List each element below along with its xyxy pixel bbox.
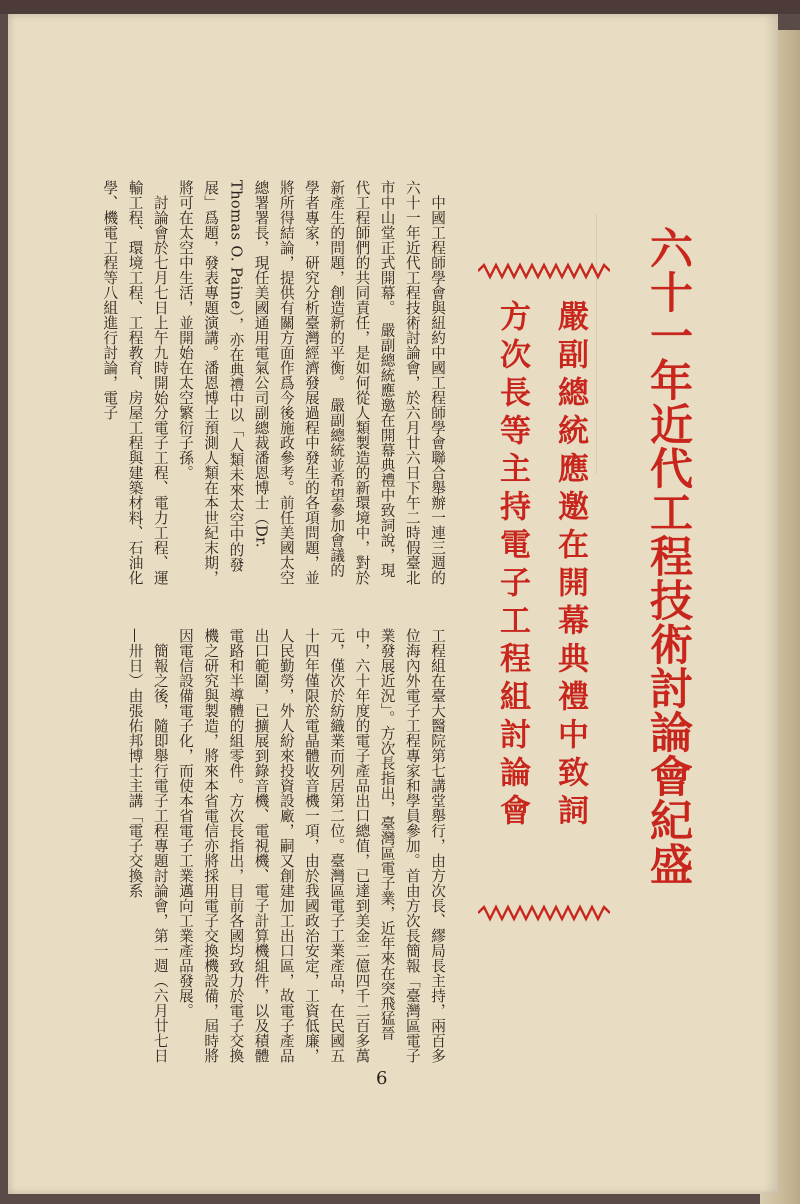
zigzag-rule-bottom — [478, 904, 610, 922]
article-title: 六十一年近代工程技術討論會紀盛 — [643, 226, 693, 886]
paper-crease — [596, 214, 597, 474]
paragraph: 簡報之後，隨即舉行電子工程專題討論會，第一週（六月廿七日—卅日）由張佑邦博士主講「電子交換系 — [126, 628, 169, 1063]
lower-text-block — [78, 628, 450, 1068]
subtitle-line-1: 嚴副總統應邀在開幕典禮中致詞 — [552, 300, 588, 832]
book-cover-edge — [0, 0, 800, 14]
paragraph: 工程組在臺大醫院第七講堂舉行，由方次長、繆局長主持，兩百多位海內外電子工程專家和學員參加。首由方次長簡報「臺灣區電子業發展近況」。方次長指出，臺灣區電子業，近年來在突飛猛晉中，六十年度的電子產品出口總值，已達到美金二億四千二百多萬元，僅次於紡織業而列居第二位。臺灣區電子工業產品，在民國五十四年僅限於電晶體收音機一項，由於我國政治安定，工資低廉，人民勤勞，外人紛來投資設廠，嗣又創建加工出口區，故電子產品出口範圍，已擴展到錄音機、電視機、電子計算機組件，以及積體電路和半導體的組零件。方次長指出，目前各國均致力於電子交換機之研究與製造，將來本省電信亦將採用電子交換機設備，屆時將因電信設備電子化，而使本省電子工業邁向工業產品發展。 — [176, 628, 446, 1063]
paragraph: 討論會於七月七日上午九時開始分電子工程、電力工程、運輸工程、環境工程、工程教育、房屋工程與建築材料、石油化學、機電工程等八組進行討論，電子 — [101, 180, 169, 585]
page-number: 6 — [376, 1068, 388, 1089]
paragraph: 中國工程師學會與紐約中國工程師學會聯合舉辦一連三週的六十一年近代工程技術討論會，於六月廿六日下午二時假臺北市中山堂正式開幕。 嚴副總統應邀在開幕典禮中致詞說，現代工程師們的共同責任，是如何從人類製造的新環境中，對於新產生的問題，創造新的平衡。 嚴副總統並希望參加會議的學者專家，研究分析臺灣經濟發展過程中發生的各項問題，並將所得結論，提供有關方面作爲今後施政參考。前任美國太空總署署長，現任美國通用電氣公司副總裁潘恩博士（Dr. Thomas O. Paine），亦在典禮中以「人類未來太空中的發展」爲題，發表專題演講。潘恩博士預測人類在本世紀末期，將可在太空中生活，並開始在太空繁衍子孫。 — [176, 180, 446, 585]
upper-text-block — [78, 180, 450, 590]
subtitle-line-2: 方次長等主持電子工程組討論會 — [494, 300, 530, 832]
zigzag-rule-top — [478, 262, 610, 280]
